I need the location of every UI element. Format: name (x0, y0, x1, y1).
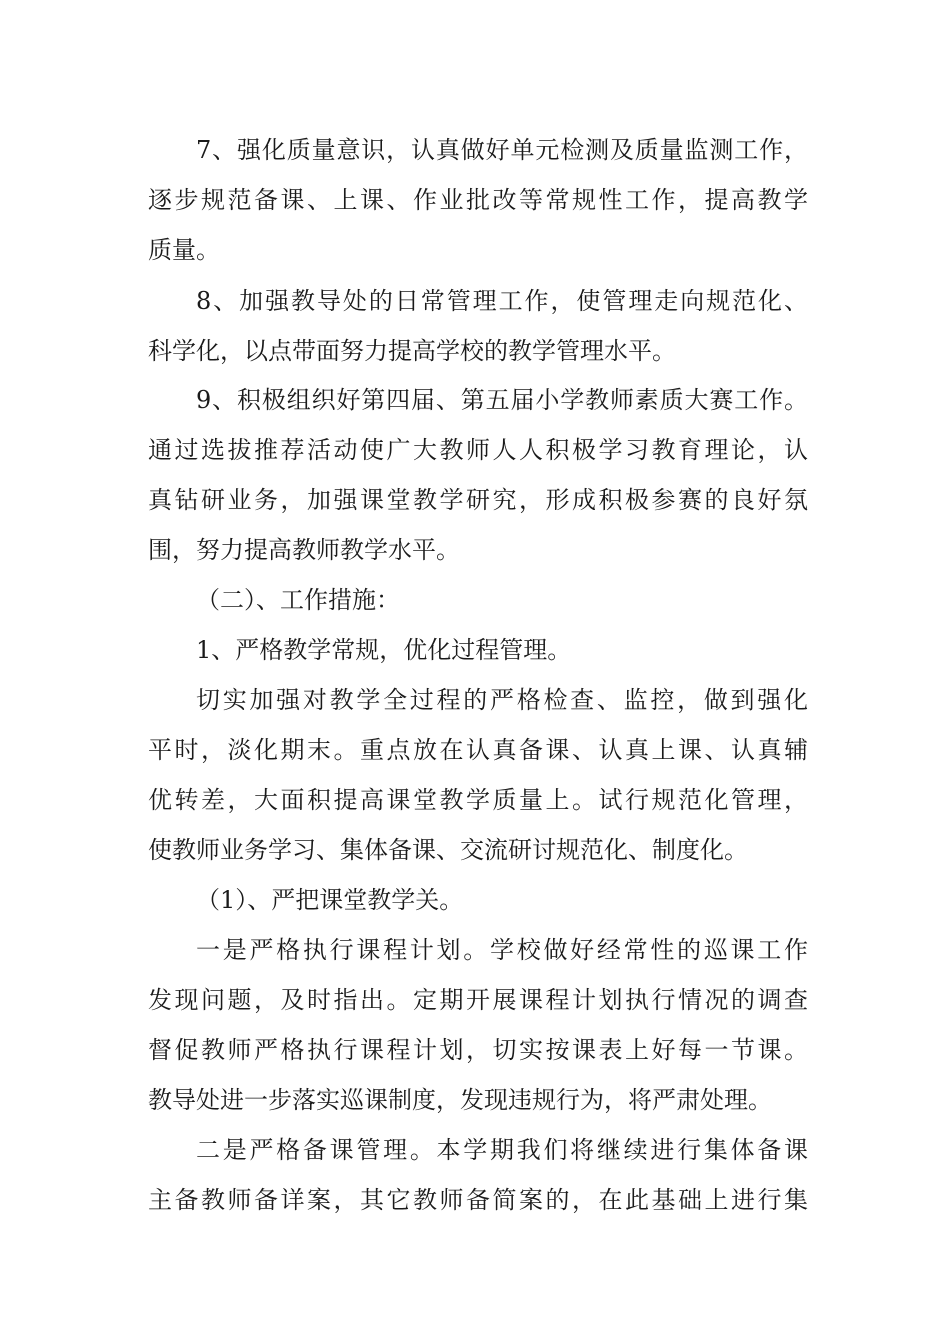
item-8-line-1: 8、加强教导处的日常管理工作，使管理走向规范化、 (196, 287, 808, 315)
point-1-line-1: 一是严格执行课程计划。学校做好经常性的巡课工作 (196, 936, 808, 964)
item-9-line-4: 围，努力提高教师教学水平。 (148, 536, 460, 564)
item-9-line-2: 通过选拔推荐活动使广大教师人人积极学习教育理论，认 (148, 436, 808, 464)
point-1-line-4: 教导处进一步落实巡课制度，发现违规行为，将严肃处理。 (148, 1086, 772, 1114)
subitem-1-heading: （1）、严把课堂教学关。 (196, 886, 464, 914)
measure-1-heading: 1、严格教学常规，优化过程管理。 (196, 636, 572, 664)
measure-1-line-2: 平时，淡化期末。重点放在认真备课、认真上课、认真辅 (148, 736, 808, 764)
measure-1-line-4: 使教师业务学习、集体备课、交流研讨规范化、制度化。 (148, 836, 748, 864)
measure-1-line-1: 切实加强对教学全过程的严格检查、监控，做到强化 (196, 686, 808, 714)
section-heading-measures: （二）、工作措施： (196, 586, 400, 614)
point-1-line-2: 发现问题，及时指出。定期开展课程计划执行情况的调查 (148, 986, 808, 1014)
item-7-line-1: 7、强化质量意识，认真做好单元检测及质量监测工作， (196, 136, 808, 164)
point-2-line-2: 主备教师备详案，其它教师备简案的，在此基础上进行集 (148, 1186, 808, 1214)
item-9-line-1: 9、积极组织好第四届、第五届小学教师素质大赛工作。 (196, 386, 808, 414)
item-9-line-3: 真钻研业务，加强课堂教学研究，形成积极参赛的良好氛 (148, 486, 808, 514)
item-8-line-2: 科学化，以点带面努力提高学校的教学管理水平。 (148, 337, 676, 365)
item-7-line-2: 逐步规范备课、上课、作业批改等常规性工作，提高教学 (148, 186, 808, 214)
item-7-line-3: 质量。 (148, 236, 220, 264)
point-2-line-1: 二是严格备课管理。本学期我们将继续进行集体备课 (196, 1136, 808, 1164)
measure-1-line-3: 优转差，大面积提高课堂教学质量上。试行规范化管理， (148, 786, 808, 814)
point-1-line-3: 督促教师严格执行课程计划，切实按课表上好每一节课。 (148, 1036, 808, 1064)
